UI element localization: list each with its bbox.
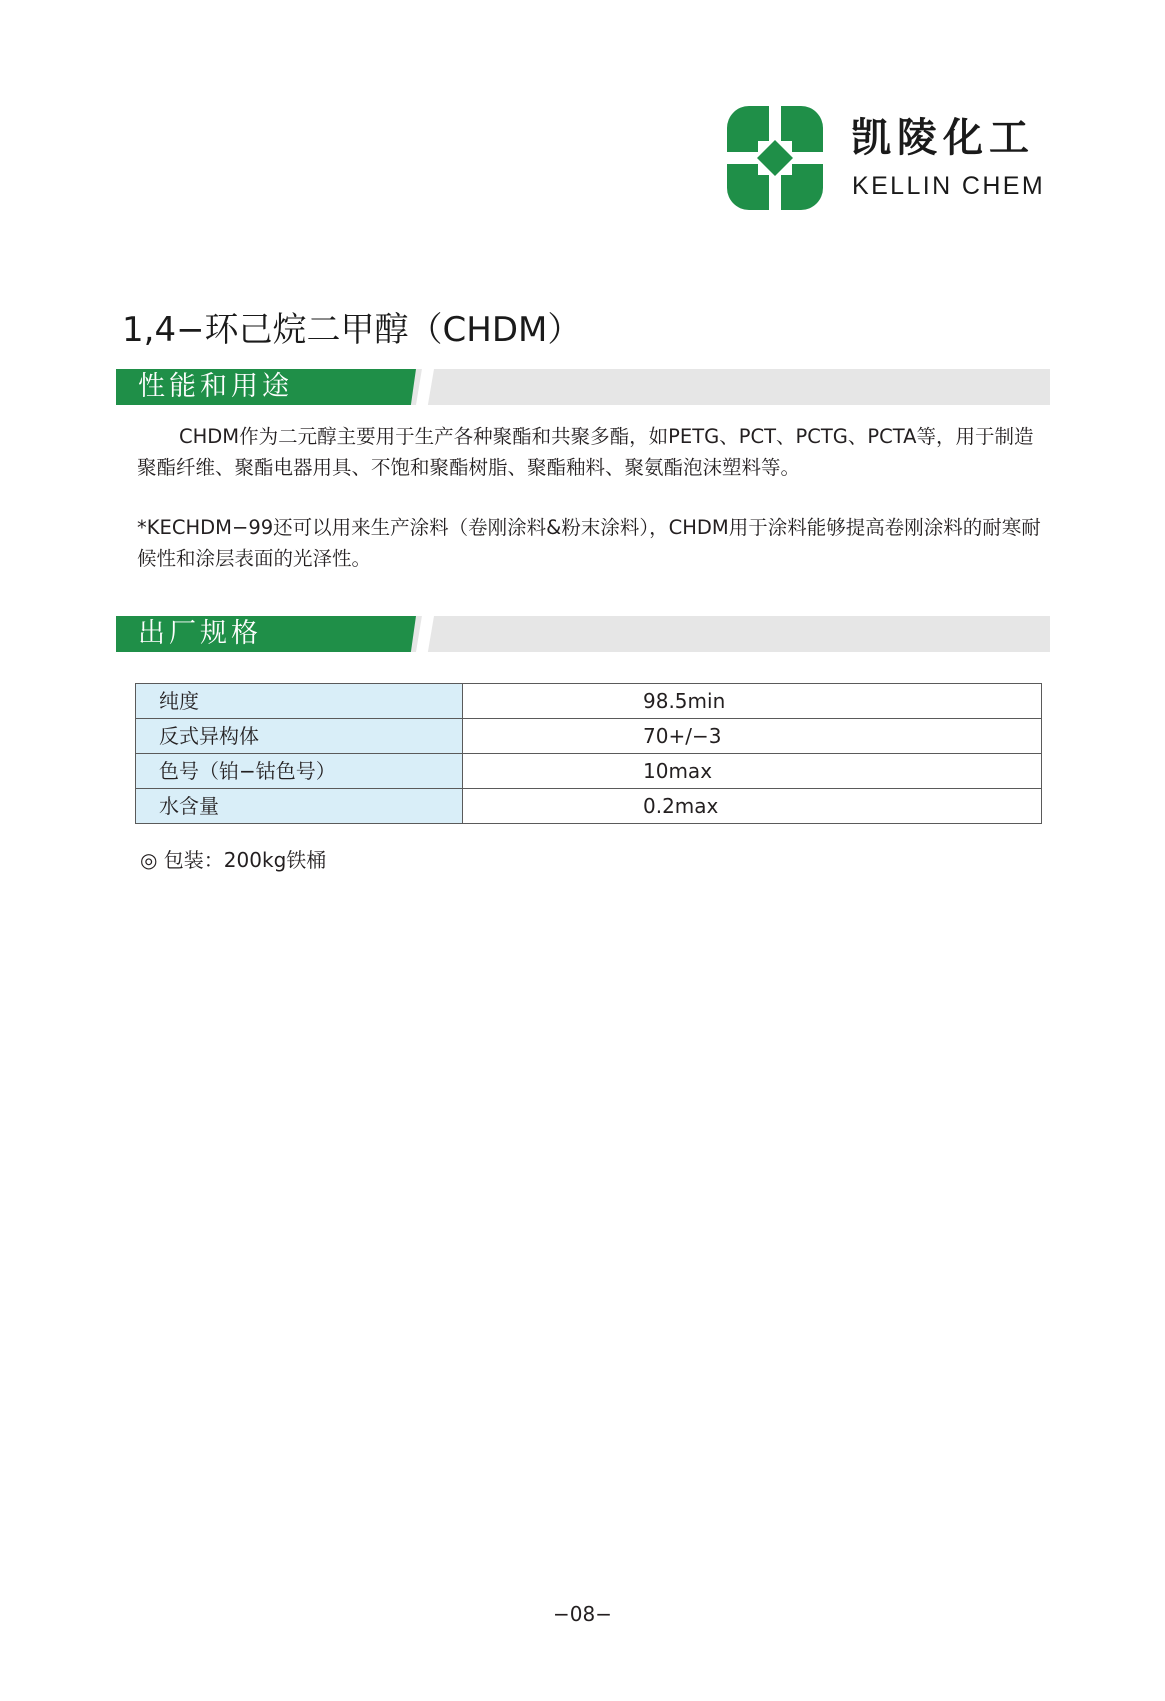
spec-value: 10max (463, 754, 1042, 789)
logo-chinese-name: 凯陵化工 (851, 114, 1035, 161)
section-heading: 性能和用途 (138, 371, 293, 402)
table-row (136, 789, 1042, 824)
page-number: −08− (553, 1602, 612, 1626)
logo-english-name: KELLIN CHEM (852, 172, 1046, 200)
spec-parameter: 水含量 (136, 789, 463, 824)
section-header-performance (116, 369, 1050, 405)
spec-parameter: 纯度 (136, 684, 463, 719)
section-heading: 出厂规格 (138, 618, 262, 649)
section-header-specifications (116, 616, 1050, 652)
company-logo (727, 106, 1047, 210)
spec-value: 0.2max (463, 789, 1042, 824)
product-title: 1,4−环己烷二甲醇（CHDM） (122, 309, 582, 350)
spec-parameter: 反式异构体 (136, 719, 463, 754)
table-row (136, 719, 1042, 754)
table-row (136, 684, 1042, 719)
specification-table (135, 683, 1042, 824)
spec-parameter: 色号（铂−钴色号） (136, 754, 463, 789)
packaging-note: ◎ 包装：200kg铁桶 (140, 848, 327, 872)
spec-value: 98.5min (463, 684, 1042, 719)
kellin-logo-icon (727, 106, 823, 210)
spec-value: 70+/−3 (463, 719, 1042, 754)
performance-paragraph-1: CHDM作为二元醇主要用于生产各种聚酯和共聚多酯，如PETG、PCT、PCTG、PCTA等，用于制造聚酯纤维、聚酯电器用具、不饱和聚酯树脂、聚酯釉料、聚氨酯泡沫塑料等。 (137, 425, 1034, 479)
performance-paragraph-2: *KECHDM−99还可以用来生产涂料（卷刚涂料&粉末涂料），CHDM用于涂料能够提高卷刚涂料的耐寒耐候性和涂层表面的光泽性。 (137, 516, 1041, 570)
table-row (136, 754, 1042, 789)
